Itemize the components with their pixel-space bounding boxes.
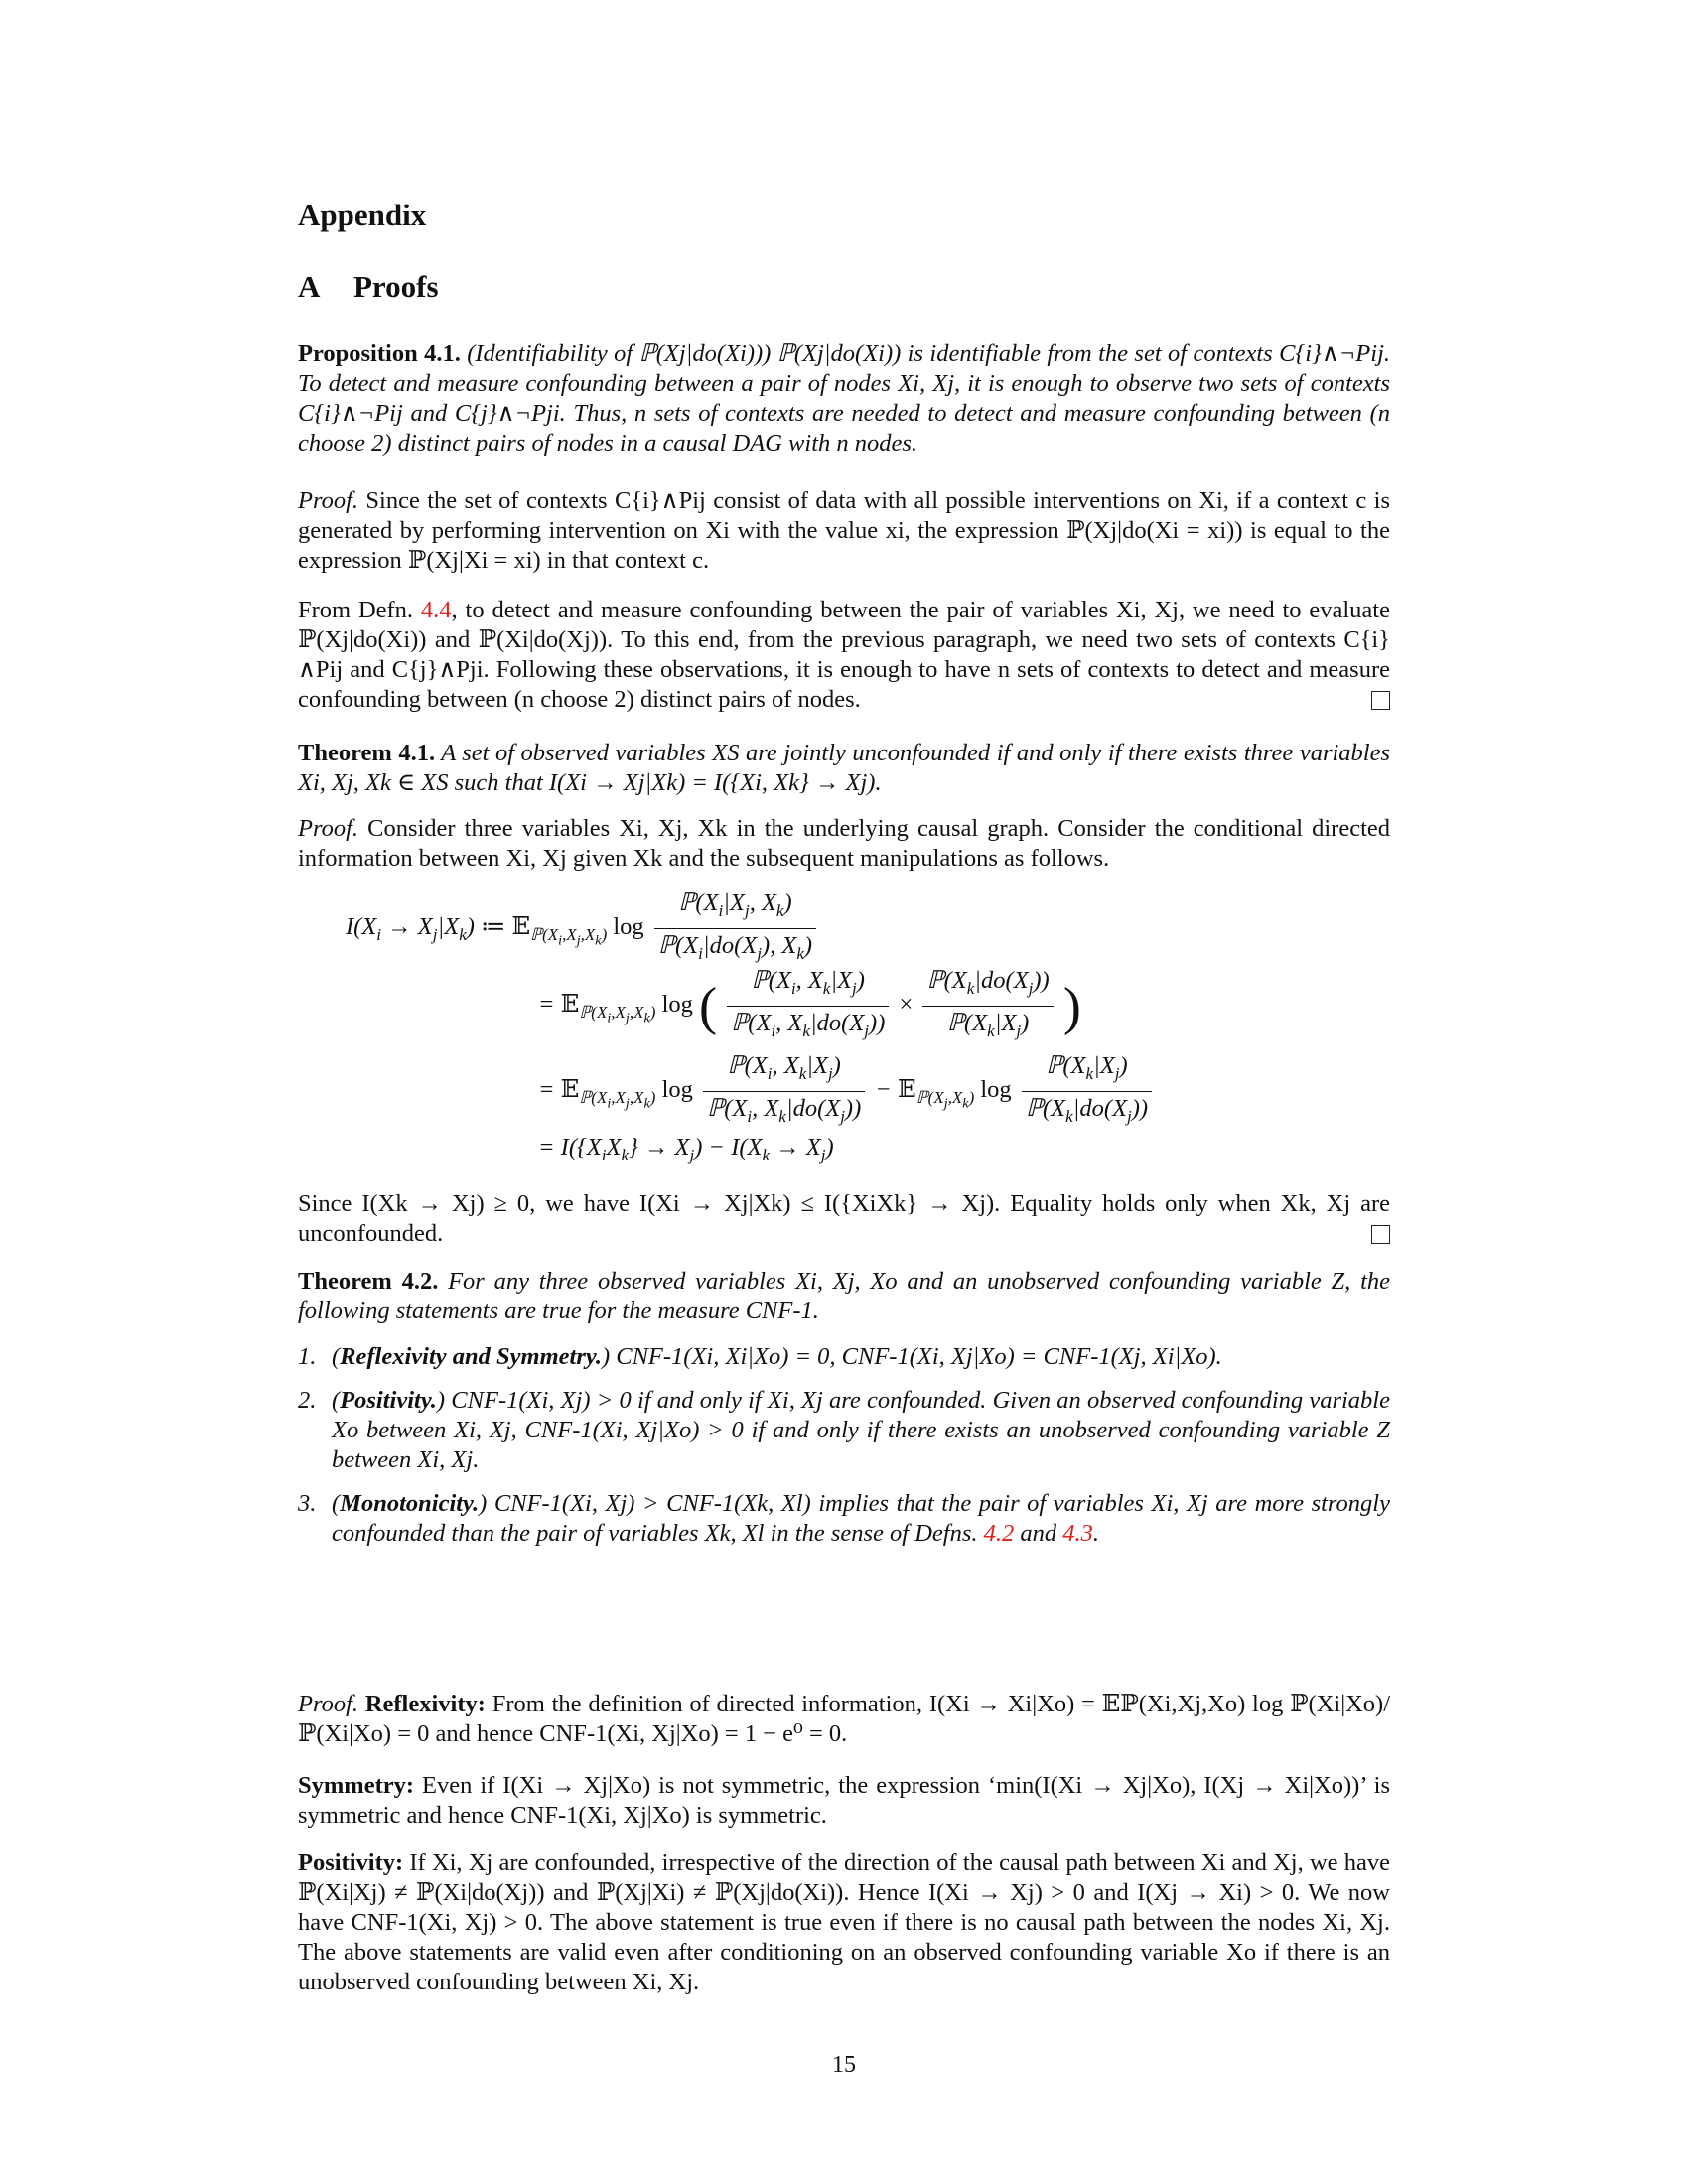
theorem-text: A set of observed variables XS are jointly unconfounded if and only if there exists three variables Xi, Xj, Xk ∈ XS such that I(Xi → Xj|Xk) = I({Xi, Xk} → Xj). — [298, 740, 1390, 796]
proof-text: Consider three variables Xi, Xj, Xk in the underlying causal graph. Consider the conditional directed information between Xi, Xj given Xk and the subsequent manipulations as follows. — [298, 815, 1391, 872]
equation-line-1: $I(X_i \to X_j|X_k)$ ≔ 𝔼$_{ℙ(X_i,X_j,X_k)}$ log $\frac{ℙ(X_i|X_j, X_k)}{ℙ(X_i|do(X_j), X_k)}$ — [346, 888, 820, 969]
item-text: CNF-1(Xi, Xi|Xo) = 0, CNF-1(Xi, Xj|Xo) = CNF-1(Xj, Xi|Xo). — [616, 1343, 1222, 1370]
proof-reflexivity — [298, 1690, 1390, 1749]
proof-label: Proof. — [298, 1691, 359, 1717]
item-title: Reflexivity and Symmetry. — [340, 1343, 602, 1370]
positivity-label: Positivity: — [298, 1849, 404, 1876]
section-title: Proofs — [353, 269, 439, 304]
proof-paragraph-2 — [298, 596, 1390, 715]
equation-line-4: = $I(\{X_iX_k\} \to X_j) - I(X_k \to X_j)$ — [538, 1134, 834, 1164]
symmetry-text: Even if I(Xi → Xj|Xo) is not symmetric, the expression ‘min(I(Xi → Xj|Xo), I(Xj → Xi|Xo))’ is symmetric and hence CNF-1(Xi, Xj|Xo) is symmetric. — [298, 1772, 1390, 1829]
theorem-label: Theorem 4.1. — [298, 740, 436, 766]
qed-square — [1371, 691, 1390, 710]
equation-line-3: = 𝔼$_{ℙ(X_i,X_j,X_k)}$ log $\frac{ℙ(X_i, X_k|X_j)}{ℙ(X_i, X_k|do(X_j))}$ − 𝔼$_{ℙ(X_j,X_k)}$ log $\frac{ℙ(X_k|X_j)}{ℙ(X_k|do(X_j))}$ — [538, 1051, 1156, 1132]
proof-paragraph-3 — [298, 814, 1390, 874]
defn-link[interactable]: 4.4 — [420, 597, 452, 623]
item-index: 2. — [298, 1387, 317, 1414]
symmetry-label: Symmetry: — [298, 1772, 415, 1799]
proposition-text: (Identifiability of ℙ(Xj|do(Xi))) ℙ(Xj|do(Xi)) is identifiable from the set of contexts C{i}∧¬Pij. To detect and measure confounding between a pair of nodes Xi, Xj, it is enough to observe two sets of contexts C{i}∧¬Pij and C{j}∧¬Pji. Thus, n sets of contexts are needed to detect and measure confounding between (n choose 2) distinct pairs of nodes in a causal DAG with n nodes. — [298, 341, 1391, 457]
proposition-label: Proposition 4.1. — [298, 341, 461, 367]
proof-label: Proof. — [298, 815, 359, 842]
positivity-text: If Xi, Xj are confounded, irrespective of the direction of the causal path between Xi and Xj, we have ℙ(Xi|Xj) ≠ ℙ(Xi|do(Xj)) and ℙ(Xj|Xi) ≠ ℙ(Xj|do(Xi)). Hence I(Xi → Xj) > 0 and I(Xj → Xi) > 0. We now have CNF-1(Xi, Xj) > 0. The above statement is true even if there is no causal path between the nodes Xi, Xj. The above statements are valid even after conditioning on an observed confounding variable Xo if there is an unobserved confounding between Xi, Xj. — [298, 1849, 1390, 1995]
list-item: 2. (Positivity.) CNF-1(Xi, Xj) > 0 if and only if Xi, Xj are confounded. Given an observed confounding variable Xo between Xi, Xj, CNF-1(Xi, Xj|Xo) > 0 if and only if there exists an unobserved confounding variable Z between Xi, Xj. — [298, 1387, 1390, 1473]
item-text: CNF-1(Xi, Xj) > CNF-1(Xk, Xl) implies that the pair of variables Xi, Xj are more strongly confounded than the pair of variables Xk, Xl in the sense of Defns. — [332, 1490, 1390, 1547]
item-text: CNF-1(Xi, Xj) > 0 if and only if Xi, Xj are confounded. Given an observed confounding variable Xo between Xi, Xj, CNF-1(Xi, Xj|Xo) > 0 if and only if there exists an unobserved confounding variable Z between Xi, Xj. — [332, 1387, 1390, 1473]
defn-link[interactable]: 4.3 — [1062, 1520, 1093, 1547]
proof-text-b: , to detect and measure confounding between the pair of variables Xi, Xj, we need to evaluate ℙ(Xj|do(Xi)) and ℙ(Xi|do(Xj)). To this end, from the previous paragraph, we need two sets of contexts C{i}∧Pij and C{j}∧Pji. Following these observations, it is enough to have n sets of contexts to detect and measure confounding between (n choose 2) distinct pairs of nodes. — [298, 597, 1390, 713]
equation-line-2: = 𝔼$_{ℙ(X_i,X_j,X_k)}$ log ( $\frac{ℙ(X_i, X_k|X_j)}{ℙ(X_i, X_k|do(X_j))}$ × $\frac{ℙ(X_k|do(X_j))}{ℙ(X_k|X_j)}$ ) — [538, 967, 1081, 1040]
item-text: . — [1092, 1520, 1100, 1547]
item-index: 1. — [298, 1343, 317, 1370]
theorem-label: Theorem 4.2. — [298, 1268, 439, 1295]
theorem-text: For any three observed variables Xi, Xj, Xo and an unobserved confounding variable Z, the following statements are true for the measure CNF-1. — [298, 1268, 1390, 1324]
section-number: A — [298, 269, 321, 304]
proof-paragraph-1 — [298, 486, 1390, 576]
qed-square — [1371, 1225, 1390, 1244]
proposition-4-1 — [298, 340, 1390, 459]
reflexivity-label: Reflexivity: — [364, 1691, 486, 1717]
proof-text: Since I(Xk → Xj) ≥ 0, we have I(Xi → Xj|Xk) ≤ I({XiXk} → Xj). Equality holds only when Xk, Xj are unconfounded. — [298, 1190, 1390, 1247]
item-index: 3. — [298, 1490, 317, 1517]
reflexivity-text: From the definition of directed information, I(Xi → Xi|Xo) = 𝔼ℙ(Xi,Xj,Xo) log ℙ(Xi|Xo)/ℙ(Xi|Xo) = 0 and hence CNF-1(Xi, Xj|Xo) = 1 − e⁰ = 0. — [298, 1691, 1391, 1747]
theorem-4-2 — [298, 1267, 1390, 1326]
proof-label: Proof. — [298, 487, 359, 514]
list-item: 1. (Reflexivity and Symmetry.) CNF-1(Xi, Xi|Xo) = 0, CNF-1(Xi, Xj|Xo) = CNF-1(Xj, Xi|Xo). — [298, 1343, 1222, 1370]
proof-text-a: From Defn. — [298, 597, 414, 623]
proof-positivity — [298, 1848, 1390, 1997]
theorem-statements-list — [298, 1342, 1390, 1549]
item-text: and — [1020, 1520, 1057, 1547]
item-title: Monotonicity. — [340, 1490, 480, 1517]
item-title: Positivity. — [340, 1387, 437, 1414]
proof-paragraph-4 — [298, 1189, 1390, 1249]
appendix-heading: Appendix — [298, 198, 427, 232]
proof-text: Since the set of contexts C{i}∧Pij consist of data with all possible interventions on Xi, if a context c is generated by performing intervention on Xi with the value xi, the expression ℙ(Xj|do(Xi = xi)) is equal to the expression ℙ(Xj|Xi = xi) in that context c. — [298, 487, 1391, 574]
defn-link[interactable]: 4.2 — [983, 1520, 1015, 1547]
list-item: 3. (Monotonicity.) CNF-1(Xi, Xj) > CNF-1(Xk, Xl) implies that the pair of variables Xi, Xj are more strongly confounded than the pair of variables Xk, Xl in the sense of Defns. 4.2 and 4.3. — [298, 1490, 1390, 1547]
theorem-4-1 — [298, 739, 1390, 798]
section-heading — [298, 269, 439, 304]
proof-symmetry — [298, 1771, 1390, 1831]
page-number: 15 — [832, 2052, 856, 2078]
